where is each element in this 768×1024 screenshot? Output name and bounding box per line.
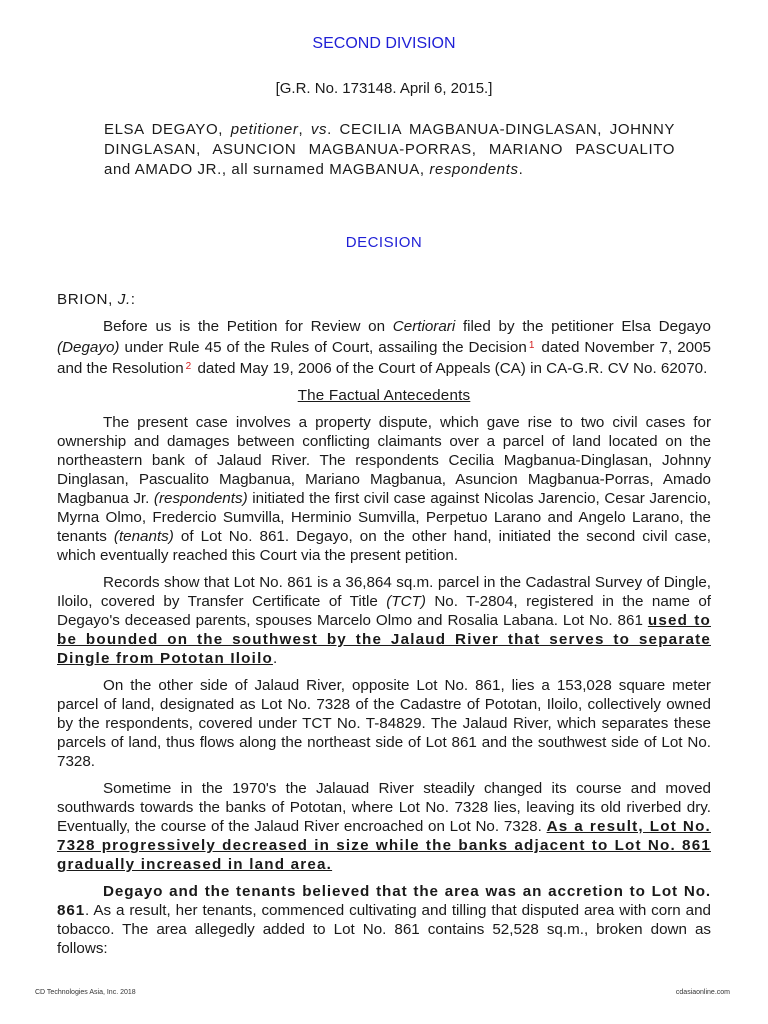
footnote-ref[interactable]: 2	[185, 361, 192, 372]
text-run: The present case involves a property dispute, which gave rise to two civil cases for ownership and damages between conflicting claimants over a parcel of land located on the northeastern bank of Jalaud River. The respondents Cecilia Magbanua-Dinglasan, Johnny Dinglasan, Pascualito Magbanua, Mariano Magbanua, Asuncion Magbanua-Porras, Amado Magbanua Jr.	[57, 414, 711, 507]
paragraph-river-change	[57, 779, 711, 874]
footer-website: cdasiaonline.com	[675, 989, 730, 996]
text-run: Records show that Lot No. 861 is a 36,864 sq.m. parcel in the Cadastral Survey of Dingle, Iloilo, covered by Transfer Certificate of Title	[57, 574, 711, 610]
text-run: ,	[218, 121, 231, 138]
decision-title: DECISION	[345, 234, 423, 251]
ponente	[57, 290, 711, 309]
paragraph-accretion	[57, 882, 711, 958]
text-run: under Rule 45 of the Rules of Court, assailing the Decision	[119, 339, 527, 356]
text-run: Before us is the Petition for Review on	[103, 318, 393, 335]
italic-run: (Degayo)	[57, 339, 120, 356]
text-run: On the other side of Jalaud River, opposite Lot No. 861, lies a 153,028 square meter parcel of land, designated as Lot No. 7328 of the Cadastre of Pototan, Iloilo, collectively owned by the respondents, covered under TCT No. T-84829. The Jalaud River, which separates these parcels of land, thus flows along the northeast side of Lot 861 and the southwest side of Lot No. 7328.	[57, 677, 711, 770]
text-run: . CECILIA MAGBANUA-DINGLASAN, JOHNNY DINGLASAN, ASUNCION MAGBANUA-PORRAS, MARIANO PASCUALITO and AMADO JR., all surnamed MAGBANUA,	[104, 121, 675, 178]
ponente-colon: :	[130, 291, 136, 308]
text-run: . As a result, her tenants, commenced cultivating and tilling that disputed area with corn and tobacco. The area allegedly added to Lot No. 861 contains 52,528 sq.m., broken down as follows:	[57, 902, 711, 957]
italic-run: (tenants)	[113, 528, 174, 545]
footer-publisher: CD Technologies Asia, Inc. 2018	[35, 989, 136, 996]
text-run: Sometime in the 1970's the Jalauad River steadily changed its course and moved southwards towards the banks of Pototan, where Lot No. 7328 lies, leaving its old riverbed dry. Eventually, the course of the Jalaud River encroached on Lot No. 7328.	[57, 780, 711, 835]
paragraph-intro	[57, 317, 711, 378]
text-run: .	[272, 650, 278, 667]
decision-body	[57, 290, 711, 962]
text-run: dated May 19, 2006 of the Court of Appeals (CA) in CA-G.R. CV No. 62070.	[193, 360, 708, 377]
gr-number: [G.R. No. 173148. April 6, 2015.]	[275, 80, 493, 97]
text-run: initiated the first civil case against Nicolas Jarencio, Cesar Jarencio, Myrna Olmo, Fredercio Sumvilla, Herminio Sumvilla, Perpetuo Larano and Angelo Larano, the tenants	[57, 490, 712, 545]
ponente-name: BRION,	[57, 291, 118, 308]
italic-run: petitioner	[230, 121, 299, 138]
ponente-suffix: J.	[117, 291, 131, 308]
italic-run: (TCT)	[386, 593, 426, 610]
paragraph-lot-7328	[57, 676, 711, 771]
italic-run: Certiorari	[392, 318, 456, 335]
text-run: of Lot No. 861. Degayo, on the other hand, initiated the second civil case, which eventually reached this Court via the present petition.	[57, 528, 711, 564]
text-run: ,	[298, 121, 311, 138]
text-run: No. T-2804, registered in the name of Degayo's deceased parents, spouses Marcelo Olmo and Rosalia Labana. Lot No. 861	[57, 593, 712, 629]
emphasis-run: used to be bounded on the southwest by the Jalaud River that serves to separate Dingle from Pototan Iloilo	[57, 612, 711, 667]
paragraph-lot-861	[57, 573, 711, 668]
text-run: dated November 7, 2005 and the Resolution	[57, 339, 711, 377]
text-run: ELSA DEGAYO	[104, 121, 219, 138]
italic-run: vs	[310, 121, 328, 138]
italic-run: respondents	[429, 161, 519, 178]
emphasis-run: As a result, Lot No. 7328 progressively decreased in size while the banks adjacent to Lot No. 861 gradually increased in land area.	[57, 818, 711, 873]
italic-run: (respondents)	[153, 490, 248, 507]
bold-run: Degayo and the tenants believed that the area was an accretion to Lot No. 861	[57, 883, 711, 919]
paragraph-case-background	[57, 413, 711, 565]
case-parties	[104, 120, 675, 180]
text-run: filed by the petitioner Elsa Degayo	[455, 318, 711, 335]
footnote-ref[interactable]: 1	[528, 340, 535, 351]
division-heading: SECOND DIVISION	[312, 35, 456, 52]
section-heading: The Factual Antecedents	[297, 387, 471, 404]
text-run: .	[518, 161, 524, 178]
